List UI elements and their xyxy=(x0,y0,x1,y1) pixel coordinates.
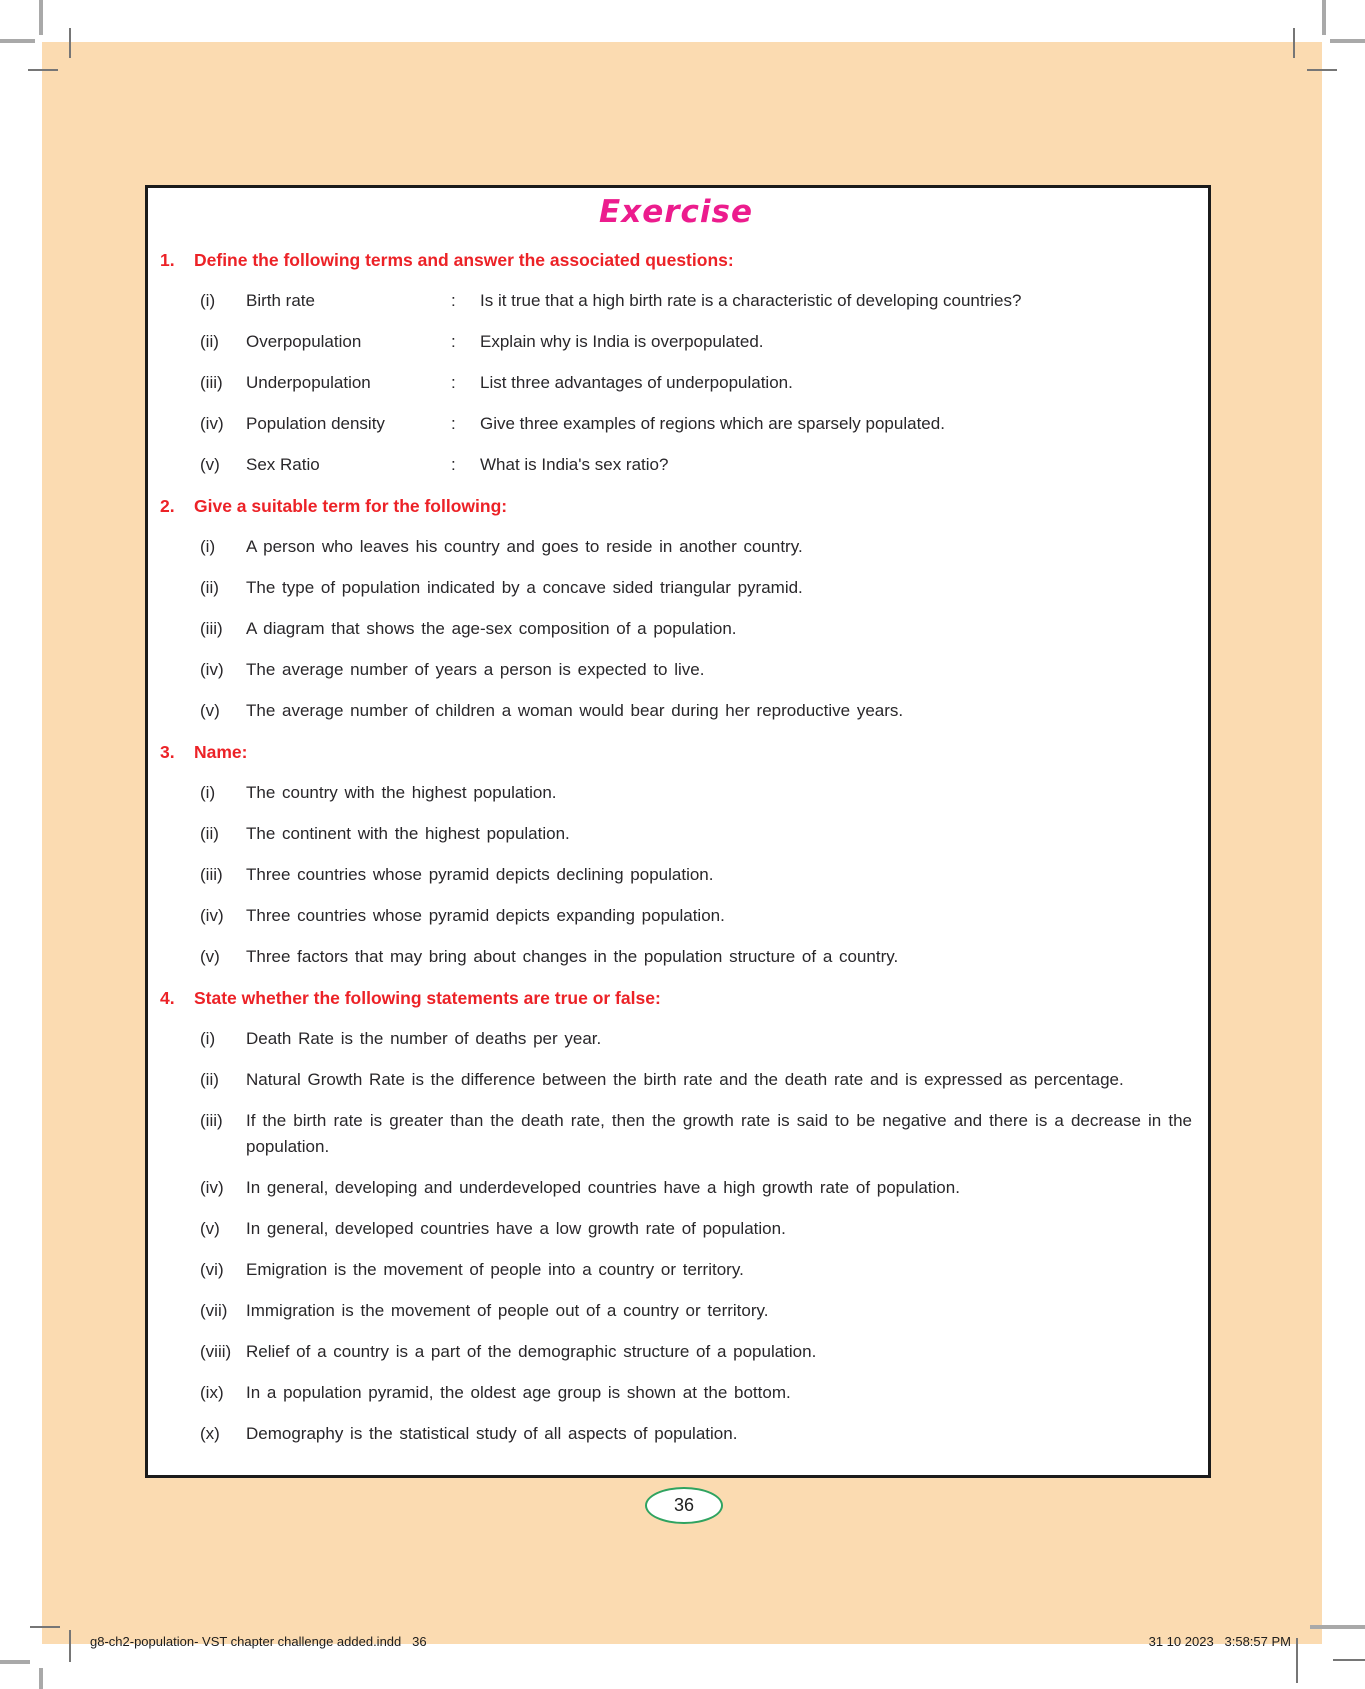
exercise-item xyxy=(200,780,1192,806)
item-marker: (ii) xyxy=(200,332,219,351)
item-term: Birth rate xyxy=(246,291,315,310)
crop-mark xyxy=(28,69,58,71)
exercise-item xyxy=(200,1108,1192,1160)
item-term: Population density xyxy=(246,414,385,433)
item-marker: (ii) xyxy=(200,824,219,843)
item-marker: (iv) xyxy=(200,906,224,925)
footer-filename: g8-ch2-population- VST chapter challenge added.indd 36 xyxy=(90,1634,427,1649)
exercise-item xyxy=(200,534,1192,560)
item-text: Emigration is the movement of people into a country or territory. xyxy=(246,1260,744,1279)
exercise-item xyxy=(200,1298,1192,1324)
item-marker: (iv) xyxy=(200,414,224,433)
crop-mark xyxy=(1333,1659,1365,1661)
section-heading-text: Define the following terms and answer the associated questions: xyxy=(194,250,734,270)
section-3 xyxy=(160,739,1192,970)
item-text: In general, developing and underdeveloped countries have a high growth rate of population. xyxy=(246,1178,960,1197)
section-number: 4. xyxy=(160,988,175,1008)
item-marker: (x) xyxy=(200,1424,220,1443)
footer-timestamp: 31 10 2023 3:58:57 PM xyxy=(1148,1634,1291,1649)
section-heading xyxy=(160,493,1192,519)
item-marker: (iv) xyxy=(200,660,224,679)
item-marker: (iv) xyxy=(200,1178,224,1197)
crop-mark xyxy=(0,1660,30,1664)
item-text: The type of population indicated by a concave sided triangular pyramid. xyxy=(246,578,803,597)
exercise-item xyxy=(200,698,1192,724)
item-marker: (i) xyxy=(200,537,216,556)
exercise-item xyxy=(200,657,1192,683)
exercise-item xyxy=(200,1421,1192,1447)
section-heading-text: Name: xyxy=(194,742,248,762)
crop-mark xyxy=(1310,1625,1365,1629)
exercise-item xyxy=(200,821,1192,847)
crop-mark xyxy=(0,39,35,43)
exercise-item xyxy=(200,1175,1192,1201)
page-number: 36 xyxy=(673,1495,695,1515)
section-number: 3. xyxy=(160,742,175,762)
item-marker: (iii) xyxy=(200,619,223,638)
exercise-item xyxy=(200,1067,1192,1093)
item-text: Demography is the statistical study of all aspects of population. xyxy=(246,1424,738,1443)
item-marker: (v) xyxy=(200,455,220,474)
exercise-item xyxy=(200,1339,1192,1365)
crop-mark xyxy=(1296,1638,1298,1683)
item-separator: : xyxy=(451,455,456,474)
item-separator: : xyxy=(451,373,456,392)
section-number: 2. xyxy=(160,496,175,516)
exercise-item xyxy=(200,862,1192,888)
item-text: Give three examples of regions which are sparsely populated. xyxy=(480,414,945,433)
item-separator: : xyxy=(451,291,456,310)
item-marker: (vii) xyxy=(200,1301,228,1320)
item-text: Natural Growth Rate is the difference between the birth rate and the death rate and is expressed as percentage. xyxy=(246,1070,1124,1089)
item-text: Immigration is the movement of people out of a country or territory. xyxy=(246,1301,769,1320)
section-4 xyxy=(160,985,1192,1447)
section-heading-text: Give a suitable term for the following: xyxy=(194,496,508,516)
item-marker: (viii) xyxy=(200,1342,232,1361)
item-separator: : xyxy=(451,414,456,433)
exercise-box xyxy=(145,185,1211,1478)
item-term: Sex Ratio xyxy=(246,455,320,474)
item-text: The continent with the highest population. xyxy=(246,824,570,843)
exercise-item xyxy=(200,1257,1192,1283)
item-marker: (ix) xyxy=(200,1383,224,1402)
exercise-item xyxy=(200,944,1192,970)
item-marker: (ii) xyxy=(200,1070,219,1089)
crop-mark xyxy=(1322,0,1326,35)
item-marker: (i) xyxy=(200,783,216,802)
crop-mark xyxy=(39,1668,43,1689)
crop-mark xyxy=(30,1626,60,1628)
section-heading-text: State whether the following statements are true or false: xyxy=(194,988,661,1008)
exercise-item xyxy=(200,575,1192,601)
item-marker: (ii) xyxy=(200,578,219,597)
item-text: If the birth rate is greater than the death rate, then the growth rate is said to be negative and there is a decrease in the population. xyxy=(246,1111,1192,1156)
item-text: The country with the highest population. xyxy=(246,783,557,802)
exercise-item xyxy=(200,1216,1192,1242)
item-text: Three countries whose pyramid depicts expanding population. xyxy=(246,906,725,925)
section-1 xyxy=(160,247,1192,478)
crop-mark xyxy=(69,28,71,58)
item-text: Three countries whose pyramid depicts declining population. xyxy=(246,865,714,884)
exercise-item xyxy=(200,329,1192,355)
exercise-item xyxy=(200,288,1192,314)
section-number: 1. xyxy=(160,250,175,270)
item-marker: (v) xyxy=(200,947,220,966)
item-marker: (iii) xyxy=(200,1111,223,1130)
crop-mark xyxy=(1307,69,1337,71)
item-text: In a population pyramid, the oldest age group is shown at the bottom. xyxy=(246,1383,791,1402)
item-marker: (iii) xyxy=(200,865,223,884)
item-marker: (iii) xyxy=(200,373,223,392)
item-text: List three advantages of underpopulation. xyxy=(480,373,793,392)
item-term: Overpopulation xyxy=(246,332,362,351)
exercise-item xyxy=(200,452,1192,478)
item-separator: : xyxy=(451,332,456,351)
item-text: Death Rate is the number of deaths per year. xyxy=(246,1029,602,1048)
item-text: A diagram that shows the age-sex composition of a population. xyxy=(246,619,737,638)
item-text: In general, developed countries have a low growth rate of population. xyxy=(246,1219,786,1238)
item-marker: (v) xyxy=(200,701,220,720)
section-heading xyxy=(160,247,1192,273)
item-text: The average number of years a person is expected to live. xyxy=(246,660,705,679)
section-heading xyxy=(160,739,1192,765)
exercise-item xyxy=(200,411,1192,437)
section-heading xyxy=(160,985,1192,1011)
exercise-item xyxy=(200,1026,1192,1052)
crop-mark xyxy=(1293,28,1295,58)
item-marker: (i) xyxy=(200,291,216,310)
item-term: Underpopulation xyxy=(246,373,371,392)
item-marker: (i) xyxy=(200,1029,216,1048)
item-text: What is India's sex ratio? xyxy=(480,455,669,474)
item-marker: (v) xyxy=(200,1219,220,1238)
exercise-item xyxy=(200,616,1192,642)
crop-mark xyxy=(39,0,43,35)
item-text: Explain why is India is overpopulated. xyxy=(480,332,764,351)
exercise-title: Exercise xyxy=(599,194,753,230)
item-marker: (vi) xyxy=(200,1260,224,1279)
section-2 xyxy=(160,493,1192,724)
exercise-item xyxy=(200,1380,1192,1406)
item-text: Three factors that may bring about changes in the population structure of a country. xyxy=(246,947,899,966)
item-text: A person who leaves his country and goes to reside in another country. xyxy=(246,537,803,556)
page-number-badge xyxy=(645,1487,723,1524)
item-text: Relief of a country is a part of the demographic structure of a population. xyxy=(246,1342,817,1361)
item-text: The average number of children a woman would bear during her reproductive years. xyxy=(246,701,904,720)
crop-mark xyxy=(69,1630,71,1662)
exercise-item xyxy=(200,903,1192,929)
crop-mark xyxy=(1330,39,1365,43)
exercise-item xyxy=(200,370,1192,396)
item-text: Is it true that a high birth rate is a characteristic of developing countries? xyxy=(480,291,1022,310)
